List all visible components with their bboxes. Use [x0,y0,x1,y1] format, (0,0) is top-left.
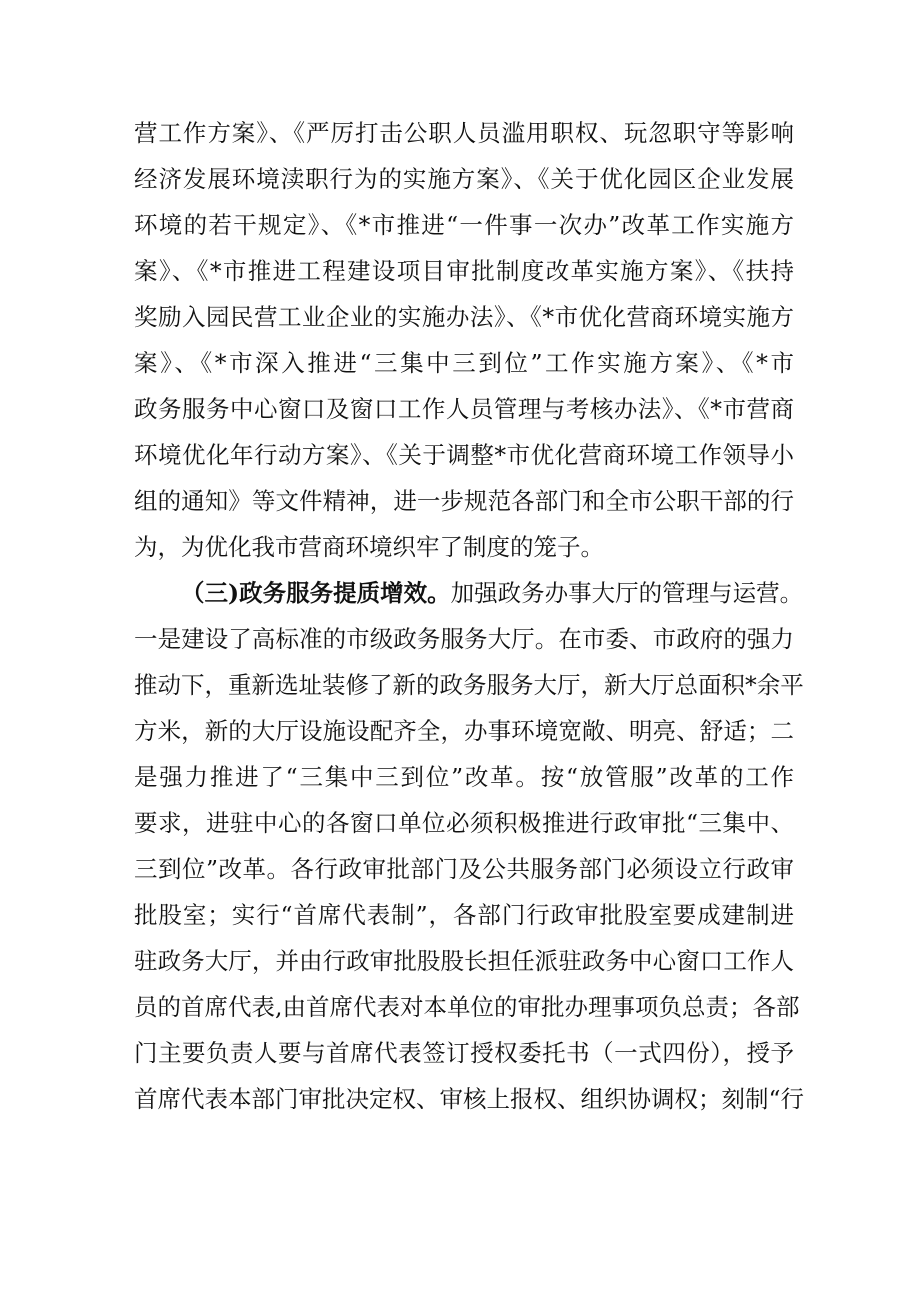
paragraph2-line: 要求，进驻中心的各窗口单位必须积极推进行政审批“三集中、 [134,809,794,837]
paragraph2-line: 一是建设了高标准的市级政务服务大厅。在市委、市政府的强力 [134,625,794,653]
paragraph2-line: 是强力推进了“三集中三到位”改革。按“放管服”改革的工作 [134,763,794,791]
paragraph2-line: 推动下，重新选址装修了新的政务服务大厅，新大厅总面积*余平 [134,671,804,699]
paragraph1-line: 营工作方案》、《严厉打击公职人员滥用职权、玩忽职守等影响 [134,119,794,147]
paragraph1-line: 经济发展环境渎职行为的实施方案》、《关于优化园区企业发展 [134,165,794,193]
paragraph1-line: 环境的若干规定》、《*市推进“一件事一次办”改革工作实施方 [134,211,794,239]
paragraph2-line: 驻政务大厅，并由行政审批股股长担任派驻政务中心窗口工作人 [134,947,794,975]
paragraph1-line: 奖励入园民营工业企业的实施办法》、《*市优化营商环境实施方 [134,303,794,331]
paragraph1-line: 环境优化年行动方案》、《关于调整*市优化营商环境工作领导小 [134,441,794,469]
paragraph2-line: 首席代表本部门审批决定权、审核上报权、组织协调权；刻制“行 [134,1085,805,1113]
paragraph1-line: 案》、《*市深入推进“三集中三到位”工作实施方案》、《*市 [134,349,794,377]
paragraph2-line: 批股室；实行“首席代表制”，各部门行政审批股室要成建制进 [134,901,794,929]
paragraph1-line: 组的通知》等文件精神，进一步规范各部门和全市公职干部的行 [134,487,794,515]
paragraph2-line: 三到位”改革。各行政审批部门及公共服务部门必须设立行政审 [134,855,794,883]
paragraph1-line: 案》、《*市推进工程建设项目审批制度改革实施方案》、《扶持 [134,257,794,285]
paragraph2-line: 方米，新的大厅设施设配齐全，办事环境宽敞、明亮、舒适；二 [134,717,794,745]
document-body [134,110,805,1122]
paragraph2-line: 员的首席代表,由首席代表对本单位的审批办理事项负总责；各部 [134,993,800,1021]
paragraph1-last-line: 为，为优化我市营商环境织牢了制度的笼子。 [134,533,604,561]
paragraph2-first-line-text: 加强政务办事大厅的管理与运营。 [450,579,804,607]
paragraph2-first-line [134,570,804,616]
section-heading: （三)政务服务提质增效。 [181,579,451,607]
paragraph1-line: 政务服务中心窗口及窗口工作人员管理与考核办法》、《*市营商 [134,395,794,423]
paragraph2-line: 门主要负责人要与首席代表签订授权委托书（一式四份），授予 [134,1039,794,1067]
